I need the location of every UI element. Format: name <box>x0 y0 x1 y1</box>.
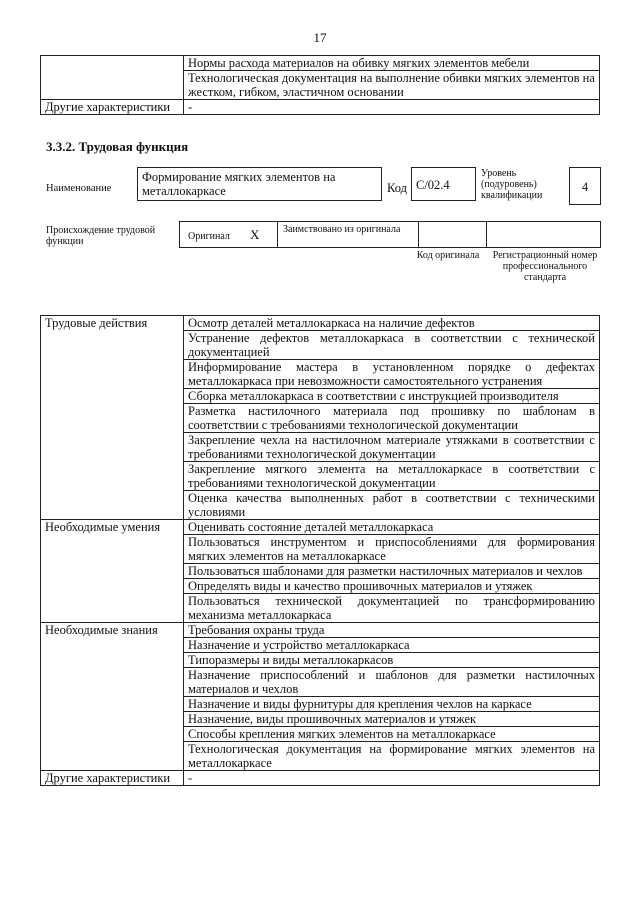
action-item: Устранение дефектов металлокаркаса в соответствии с технической документацией <box>184 331 600 360</box>
action-item: Сборка металлокаркаса в соответствии с инструкцией производителя <box>184 389 600 404</box>
action-item: Информирование мастера в установленном порядке о дефектах металлокаркаса при невозможности самостоятельного устранения <box>184 360 600 389</box>
knowledge-label: Необходимые знания <box>41 623 184 771</box>
knowledge-item: Технологическая документация на формирование мягких элементов на металлокаркасе <box>184 742 600 771</box>
action-item: Осмотр деталей металлокаркаса на наличие дефектов <box>184 316 600 331</box>
knowledge-item: Способы крепления мягких элементов на металлокаркасе <box>184 727 600 742</box>
action-item: Закрепление чехла на настилочном материале утяжками в соответствии с требованиями технологической документации <box>184 433 600 462</box>
knowledge-item: Назначение и виды фурнитуры для крепления чехлов на каркасе <box>184 697 600 712</box>
section-title: 3.3.2. Трудовая функция <box>46 139 189 154</box>
top-other-label: Другие характеристики <box>41 100 184 115</box>
top-table-row: Технологическая документация на выполнение обивки мягких элементов на жестком, гибком, эластичном основании <box>184 71 600 100</box>
top-table-empty-cell <box>41 71 184 100</box>
other-label: Другие характеристики <box>41 771 184 786</box>
top-table-empty-cell <box>41 56 184 71</box>
action-item: Оценка качества выполненных работ в соответствии с техническими условиями <box>184 491 600 520</box>
origin-divider <box>486 222 487 247</box>
top-table-row: Нормы расхода материалов на обивку мягких элементов мебели <box>184 56 600 71</box>
origin-mark: X <box>250 227 260 242</box>
skills-label: Необходимые умения <box>41 520 184 623</box>
code-value: С/02.4 <box>411 167 476 201</box>
skill-item: Оценивать состояние деталей металлокаркаса <box>184 520 600 535</box>
name-value: Формирование мягких элементов на металлокаркасе <box>137 167 382 201</box>
top-other-value: - <box>184 100 600 115</box>
name-label: Наименование <box>46 183 112 194</box>
top-table <box>40 55 600 115</box>
skill-item: Пользоваться технической документацией по трансформированию механизма металлокаркаса <box>184 594 600 623</box>
knowledge-item: Типоразмеры и виды металлокаркасов <box>184 653 600 668</box>
origin-divider <box>418 222 419 247</box>
origin-code-caption: Код оригинала <box>416 250 480 261</box>
origin-divider <box>277 222 278 247</box>
page-number: 17 <box>313 30 327 45</box>
origin-reg-caption: Регистрационный номер профессионального стандарта <box>492 250 598 283</box>
origin-borrowed-label: Заимствовано из оригинала <box>283 224 401 235</box>
origin-box <box>179 221 601 248</box>
skill-item: Пользоваться шаблонами для разметки настилочных материалов и чехлов <box>184 564 600 579</box>
origin-label: Происхождение трудовой функции <box>46 225 156 247</box>
action-item: Закрепление мягкого элемента на металлокаркасе в соответствии с требованиями технологической документации <box>184 462 600 491</box>
main-table <box>40 315 600 786</box>
knowledge-item: Назначение и устройство металлокаркаса <box>184 638 600 653</box>
level-label: Уровень (подуровень) квалификации <box>481 168 543 201</box>
knowledge-item: Назначение приспособлений и шаблонов для разметки настилочных материалов и чехлов <box>184 668 600 697</box>
knowledge-item: Требования охраны труда <box>184 623 600 638</box>
code-label: Код <box>387 181 407 195</box>
level-value: 4 <box>569 167 601 205</box>
skill-item: Определять виды и качество прошивочных материалов и утяжек <box>184 579 600 594</box>
skill-item: Пользоваться инструментом и приспособлениями для формирования мягких элементов на металлокаркасе <box>184 535 600 564</box>
actions-label: Трудовые действия <box>41 316 184 520</box>
origin-original-label: Оригинал <box>188 231 230 242</box>
other-value: - <box>184 771 600 786</box>
action-item: Разметка настилочного материала под прошивку по шаблонам в соответствии с требованиями технологической документации <box>184 404 600 433</box>
knowledge-item: Назначение, виды прошивочных материалов и утяжек <box>184 712 600 727</box>
